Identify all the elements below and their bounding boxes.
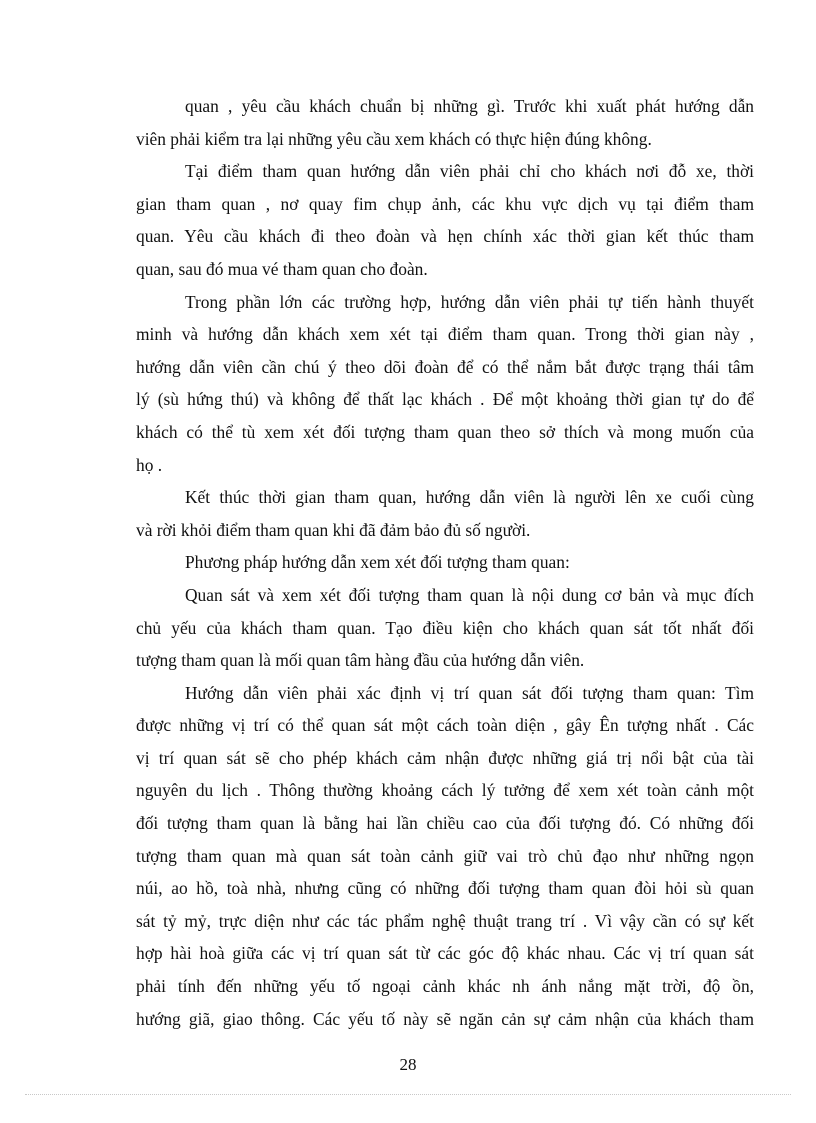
- text-line: và rời khỏi điểm tham quan khi đã đảm bảo đủ số người.: [136, 519, 531, 540]
- page-number: 28: [399, 1055, 417, 1074]
- text-line: hướng dẫn viên cần chú ý theo dõi đoàn để có thể nắm bắt được trạng thái tâm: [136, 356, 754, 377]
- text-line: núi, ao hồ, toà nhà, nhưng cũng có những đối tượng tham quan đòi hỏi sù quan: [136, 878, 754, 899]
- text-line: họ .: [136, 454, 163, 475]
- text-line: đối tượng tham quan là bằng hai lần chiều cao của đối tượng đó. Có những đối: [136, 813, 754, 834]
- text-line: Trong phần lớn các trường hợp, hướng dẫn viên phải tự tiến hành thuyết: [185, 291, 754, 312]
- text-line: Tại điểm tham quan hướng dẫn viên phải chỉ cho khách nơi đỗ xe, thời: [185, 161, 754, 182]
- text-line: tượng tham quan là mối quan tâm hàng đầu của hướng dẫn viên.: [136, 650, 585, 671]
- text-line: được những vị trí có thể quan sát một cách toàn diện , gây Ên tượng nhất . Các: [136, 715, 754, 736]
- text-line: Quan sát và xem xét đối tượng tham quan là nội dung cơ bản và mục đích: [185, 584, 754, 605]
- text-line: quan. Yêu cầu khách đi theo đoàn và hẹn chính xác thời gian kết thúc tham: [136, 226, 754, 247]
- text-line: quan, sau đó mua vé tham quan cho đoàn.: [136, 258, 428, 279]
- text-line: phải tính đến những yếu tố ngoại cảnh khác nh ánh nắng mặt trời, độ ồn,: [136, 976, 754, 997]
- text-line: khách có thể tù xem xét đối tượng tham quan theo sở thích và mong muốn của: [136, 421, 754, 442]
- document-body: [136, 90, 754, 1035]
- text-line: vị trí quan sát sẽ cho phép khách cảm nhận được những giá trị nổi bật của tài: [136, 747, 754, 768]
- text-line: lý (sù hứng thú) và không để thất lạc khách . Để một khoảng thời gian tự do để: [136, 389, 754, 410]
- text-line: quan , yêu cầu khách chuẩn bị những gì. Trước khi xuất phát hướng dẫn: [185, 96, 754, 116]
- text-line: viên phải kiểm tra lại những yêu cầu xem khách có thực hiện đúng không.: [136, 128, 652, 149]
- text-line: sát tỷ mỷ, trực diện như các tác phẩm nghệ thuật trang trí . Vì vậy cần có sự kết: [136, 910, 754, 931]
- text-line: chủ yếu của khách tham quan. Tạo điều kiện cho khách quan sát tốt nhất đối: [136, 617, 754, 638]
- text-line: nguyên du lịch . Thông thường khoảng cách lý tưởng để xem xét toàn cảnh một: [136, 780, 754, 801]
- text-line: minh và hướng dẫn khách xem xét tại điểm tham quan. Trong thời gian này ,: [136, 324, 754, 345]
- text-line: tượng tham quan mà quan sát toàn cảnh giữ vai trò chủ đạo như những ngọn: [136, 845, 754, 866]
- text-line: hướng giã, giao thông. Các yếu tố này sẽ ngăn cản sự cảm nhận của khách tham: [136, 1008, 754, 1029]
- text-line: Kết thúc thời gian tham quan, hướng dẫn viên là người lên xe cuối cùng: [185, 487, 754, 508]
- footer-divider: [25, 1094, 791, 1095]
- text-line: gian tham quan , nơ quay fim chụp ảnh, các khu vực dịch vụ tại điểm tham: [136, 193, 754, 214]
- text-line: Phương pháp hướng dẫn xem xét đối tượng tham quan:: [185, 552, 570, 573]
- text-line: hợp hài hoà giữa các vị trí quan sát từ các góc độ khác nhau. Các vị trí quan sát: [136, 943, 754, 964]
- text-line: Hướng dẫn viên phải xác định vị trí quan sát đối tượng tham quan: Tìm: [185, 682, 754, 703]
